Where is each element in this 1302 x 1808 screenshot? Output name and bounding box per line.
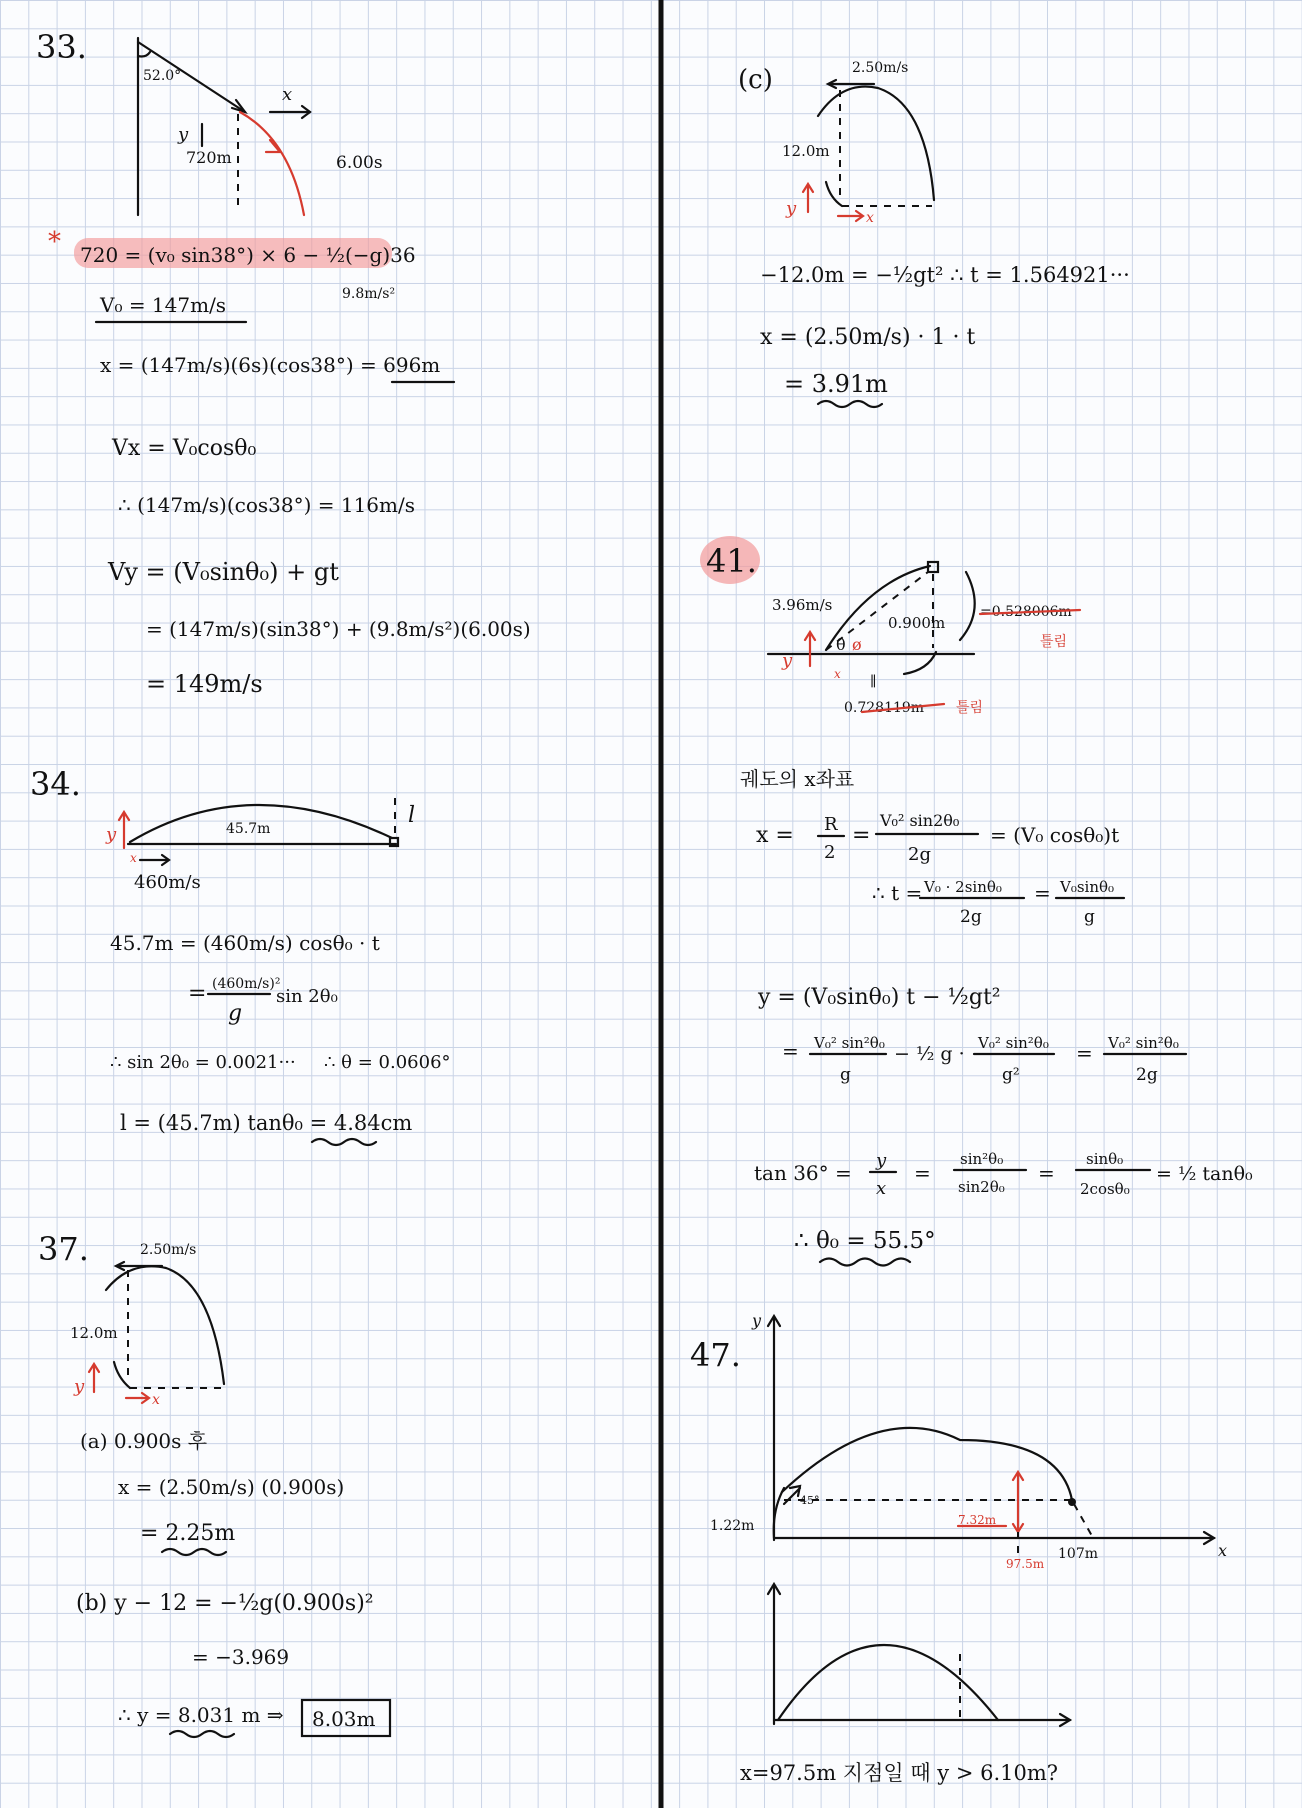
problem-number: 47.	[690, 1336, 741, 1374]
y-axis-label: y	[106, 824, 117, 845]
y-axis-label: y	[782, 650, 793, 671]
height-label: 720m	[186, 148, 232, 167]
figure-47-bottom	[768, 1584, 1070, 1726]
fraction-numerator: R	[824, 814, 838, 835]
problem-number: 41.	[706, 542, 757, 580]
fraction-denominator: g	[1084, 907, 1095, 927]
svg-text:=: =	[188, 981, 207, 1006]
range-label: 107m	[1058, 1546, 1098, 1562]
x-axis-label: x	[130, 851, 137, 865]
equation-line: = 2.25m	[140, 1521, 236, 1546]
equation-term: =	[1076, 1041, 1093, 1065]
fraction-numerator: (460m/s)²	[212, 976, 281, 992]
equation-line: y = (V₀sinθ₀) t − ½gt²	[758, 985, 1001, 1010]
x-axis-label: x	[834, 667, 841, 681]
equation-term: ∴ t =	[872, 881, 923, 905]
y-axis-label: y	[786, 198, 797, 219]
velocity-label: 2.50m/s	[140, 1242, 197, 1258]
equation-line: V₀ = 147m/s	[100, 293, 227, 317]
equation-line: 720 = (v₀ sin38°) × 6 − ½(−g)36	[80, 243, 416, 267]
equation-term: =	[914, 1161, 931, 1185]
fraction-denominator: 2cosθ₀	[1080, 1180, 1130, 1198]
figure-47-top	[710, 1311, 1227, 1571]
problem-37	[38, 1230, 390, 1737]
equation-term: =	[1038, 1161, 1055, 1185]
dx-label: 97.5m	[1006, 1557, 1045, 1571]
fraction-numerator: V₀² sin²θ₀	[814, 1034, 885, 1052]
angle-label: ø	[852, 635, 862, 654]
dy-label: 7.32m	[958, 1513, 997, 1527]
fraction-denominator: g	[228, 1001, 243, 1026]
equal-mark: ∥	[870, 674, 877, 690]
l-label: l	[408, 803, 416, 828]
fraction-denominator: sin2θ₀	[958, 1178, 1005, 1196]
equation-line: ∴ sin 2θ₀ = 0.0021···	[110, 1052, 296, 1073]
equation-line: x = (2.50m/s) (0.900s)	[118, 1475, 345, 1499]
equation-term: x =	[756, 823, 794, 848]
equation-line: ∴ y = 8.031 m ⇒	[118, 1703, 284, 1727]
velocity-label: 460m/s	[134, 872, 201, 893]
equation-line: (a) 0.900s 후	[80, 1429, 208, 1453]
boxed-answer: 8.03m	[312, 1707, 376, 1731]
fraction-denominator: 2g	[1136, 1065, 1158, 1085]
problem-47	[690, 1311, 1227, 1785]
equation-term: tan 36° =	[754, 1161, 852, 1185]
figure-c	[782, 60, 934, 226]
equation-line: = (147m/s)(sin38°) + (9.8m/s²)(6.00s)	[146, 617, 531, 641]
y-axis-label: y	[74, 1376, 85, 1397]
problem-number: 37.	[38, 1230, 89, 1268]
equation-line: ∴ (147m/s)(cos38°) = 116m/s	[118, 493, 416, 517]
gravity-note: 9.8m/s²	[342, 286, 396, 302]
angle-label: 52.0°	[143, 68, 182, 84]
fraction-numerator: y	[876, 1150, 887, 1171]
height-label: 1.22m	[710, 1518, 755, 1534]
equation-line: ∴ θ = 0.0606°	[324, 1052, 451, 1073]
fraction-numerator: sin²θ₀	[960, 1150, 1004, 1168]
equation-term: =	[1034, 881, 1051, 905]
equation-line: Vy = (V₀sinθ₀) + gt	[108, 558, 339, 586]
distance-label: 0.728119m	[844, 700, 925, 716]
x-axis-label: x	[866, 210, 874, 226]
problem-number: 34.	[30, 765, 81, 803]
equation-line: x = (147m/s)(6s)(cos38°) = 696m	[100, 353, 441, 377]
star-mark: *	[48, 227, 61, 257]
equation-line: = −3.969	[192, 1645, 290, 1669]
fraction-denominator: 2	[824, 842, 836, 863]
fraction-denominator: g	[840, 1065, 851, 1085]
height-label: =0.528006m	[980, 604, 1072, 620]
height-label: 12.0m	[782, 142, 830, 160]
question-line: x=97.5m 지점일 때 y > 6.10m?	[740, 1761, 1059, 1785]
fraction-denominator: x	[876, 1178, 887, 1199]
equation-line: −12.0m = −½gt² ∴ t = 1.564921···	[760, 263, 1130, 287]
angle-label: θ	[836, 635, 846, 654]
part-c	[738, 60, 1130, 407]
problem-34	[30, 765, 451, 1145]
part-label: (c)	[738, 65, 773, 95]
velocity-label: 2.50m/s	[852, 60, 909, 76]
correction-note: 틀림	[956, 700, 984, 716]
fraction-numerator: V₀² sin2θ₀	[880, 811, 960, 830]
equation-term: =	[852, 823, 871, 848]
fraction-numerator: V₀² sin²θ₀	[978, 1034, 1049, 1052]
figure-41	[768, 562, 1080, 716]
x-axis-label: x	[1218, 1541, 1228, 1560]
problem-33	[36, 28, 531, 698]
problem-number: 33.	[36, 28, 87, 66]
figure-33	[138, 38, 383, 215]
figure-34	[105, 798, 415, 893]
fraction-numerator: V₀ · 2sinθ₀	[924, 878, 1002, 896]
height-label: 12.0m	[70, 1324, 118, 1342]
problem-41	[700, 536, 1253, 1266]
equation-line: x = (2.50m/s) · 1 · t	[760, 325, 976, 350]
equation-line: ∴ θ₀ = 55.5°	[794, 1228, 936, 1254]
distance-label: 0.900m	[888, 614, 946, 632]
equation-line: l = (45.7m) tanθ₀ = 4.84cm	[120, 1111, 413, 1135]
y-axis-label: y	[178, 124, 189, 145]
equation-line: = 149m/s	[146, 670, 263, 698]
range-label: 45.7m	[226, 821, 271, 837]
fraction-numerator: sinθ₀	[1086, 1150, 1124, 1168]
equation-term: − ½ g ·	[894, 1043, 965, 1065]
equation-term: = (V₀ cosθ₀)t	[990, 823, 1120, 847]
fraction-denominator: 2g	[960, 907, 982, 927]
fraction-numerator: V₀² sin²θ₀	[1108, 1034, 1179, 1052]
equation-line: 45.7m = (460m/s) cosθ₀ · t	[110, 931, 380, 955]
x-axis-label: x	[152, 1392, 160, 1408]
equation-line: = 3.91m	[784, 370, 888, 398]
equation-line: Vx = V₀cosθ₀	[112, 436, 257, 461]
equation-term: = ½ tanθ₀	[1156, 1163, 1253, 1185]
y-axis-label: y	[752, 1311, 762, 1330]
correction-note: 틀림	[1040, 634, 1068, 650]
equation-term: =	[782, 1039, 799, 1063]
fraction-denominator: g²	[1002, 1065, 1020, 1085]
angle-label: 45°	[800, 1494, 820, 1507]
velocity-label: 3.96m/s	[772, 596, 833, 614]
equation-term: sin 2θ₀	[276, 986, 338, 1007]
fraction-denominator: 2g	[908, 844, 931, 865]
section-heading: 궤도의 x좌표	[740, 767, 855, 791]
time-label: 6.00s	[336, 153, 383, 173]
equation-line: (b) y − 12 = −½g(0.900s)²	[76, 1591, 374, 1616]
figure-37	[70, 1242, 224, 1408]
fraction-numerator: V₀sinθ₀	[1060, 878, 1115, 896]
x-axis-label: x	[282, 84, 293, 105]
